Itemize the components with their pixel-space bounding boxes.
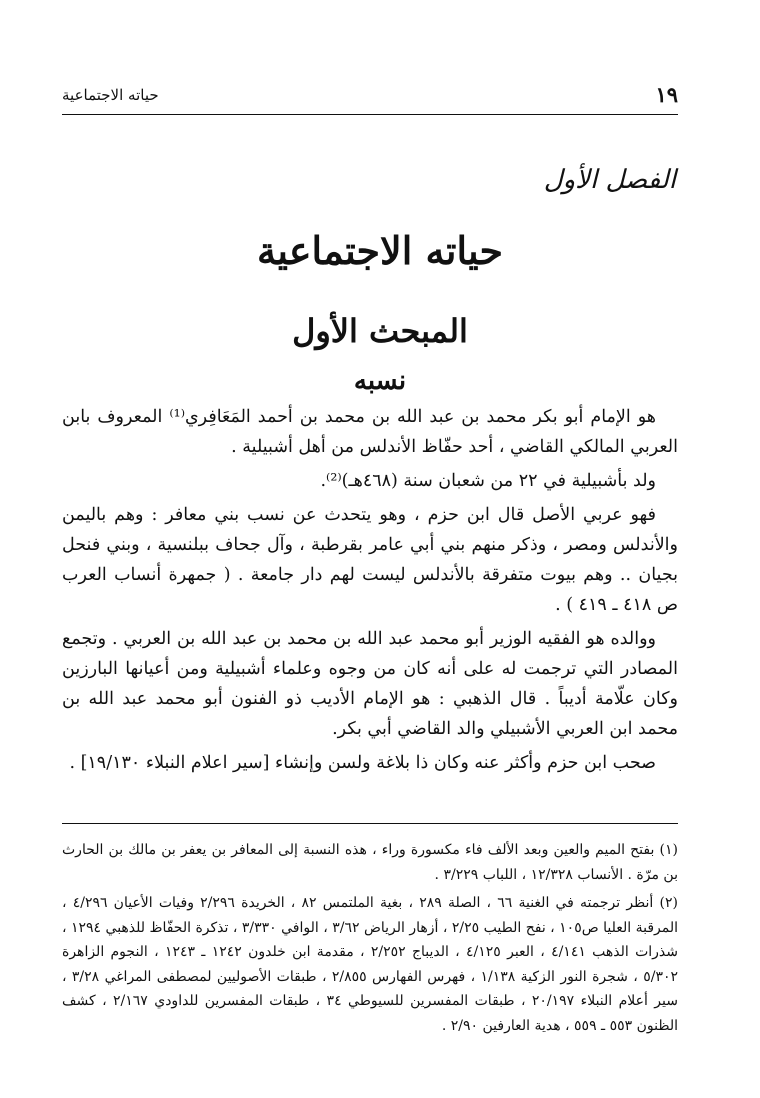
paragraph-father: ووالده هو الفقيه الوزير أبو محمد عبد الله بن محمد بن عبد الله بن العربي . وتجمع المصادر التي ترجمت له على أنه كان من وجوه وعلماء أشبيلية ومن أعيانها البارزين وكان علّامة أديباً . قال الذهبي : هو الإمام الأديب ذو الفنون أبو محمد عبد الله بن محمد ابن العربي الأشبيلي والد القاضي أبي بكر. <box>62 629 678 739</box>
paragraph-companion: صحب ابن حزم وأكثر عنه وكان ذا بلاغة ولسن وإنشاء [سير اعلام النبلاء ١٩/١٣٠] . <box>69 753 656 773</box>
running-title: حياته الاجتماعية <box>62 86 159 104</box>
paragraph-ibn-hazm: فهو عربي الأصل قال ابن حزم ، وهو يتحدث عن نسب بني معافر : وهم باليمن والأندلس ومصر ، وذكر منهم بني أبي عامر بقرطبة ، وآل جحاف ببلنسية ، وبني فنحل بجيان .. وهم بيوت متفرقة بالأندلس ليست لهم دار جامعة . ( جمهرة أنساب العرب ص ٤١٨ ـ ٤١٩ ) . <box>62 505 678 615</box>
section-title: المبحث الأول <box>292 312 468 350</box>
paragraph-birth: ولد بأشبيلية في ٢٢ من شعبان سنة (٤٦٨هـ)⁽²⁾. <box>320 471 656 491</box>
subsection-title: نسبه <box>353 366 407 396</box>
main-title: حياته الاجتماعية <box>257 228 503 273</box>
running-header <box>62 84 678 115</box>
footnote-divider <box>62 823 678 824</box>
paragraph-lineage: هو الإمام أبو بكر محمد بن عبد الله بن محمد بن أحمد المَعَافِري⁽¹⁾ المعروف بابن العربي المالكي القاضي ، أحد حفّاظ الأندلس من أهل أشبيلية . <box>62 407 678 457</box>
footnotes <box>62 838 678 1042</box>
footnote-1: (١) بفتح الميم والعين وبعد الألف فاء مكسورة وراء ، هذه النسبة إلى المعافر بن يعفر بن مالك بن الحارث بن مرّة . الأنساب ١٢/٣٢٨ ، اللباب ٣/٢٢٩ . <box>62 842 678 883</box>
chapter-label: الفصل الأول <box>543 165 676 195</box>
page-number: ١٩ <box>655 82 678 107</box>
body-text <box>62 402 678 782</box>
footnote-2: (٢) أنظر ترجمته في الغنية ٦٦ ، الصلة ٢٨٩ ، بغية الملتمس ٨٢ ، الخريدة ٢/٢٩٦ وفيات الأعيان ٤/٢٩٦ ، المرقبة العليا ص١٠٥ ، نفح الطيب ٢/٢٥ ، أزهار الرياض ٣/٦٢ ، الوافي ٣/٣٣٠ ، تذكرة الحفّاظ للذهبي ١٢٩٤ ، شذرات الذهب ٤/١٤١ ، العبر ٤/١٢٥ ، الديباج ٢/٢٥٢ ، مقدمة ابن خلدون ١٢٤٢ ـ ١٢٤٣ ، النجوم الزاهرة ٥/٣٠٢ ، شجرة النور الزكية ١/١٣٨ ، فهرس الفهارس ٢/٨٥٥ ، طبقات الأصوليين لمصطفى المراغي ٣/٢٨ ، سير أعلام النبلاء ٢٠/١٩٧ ، طبقات المفسرين للسيوطي ٣٤ ، طبقات المفسرين للداودي ٢/١٦٧ ، كشف الظنون ٥٥٣ ـ ٥٥٩ ، هدية العارفين ٢/٩٠ . <box>62 895 678 1034</box>
